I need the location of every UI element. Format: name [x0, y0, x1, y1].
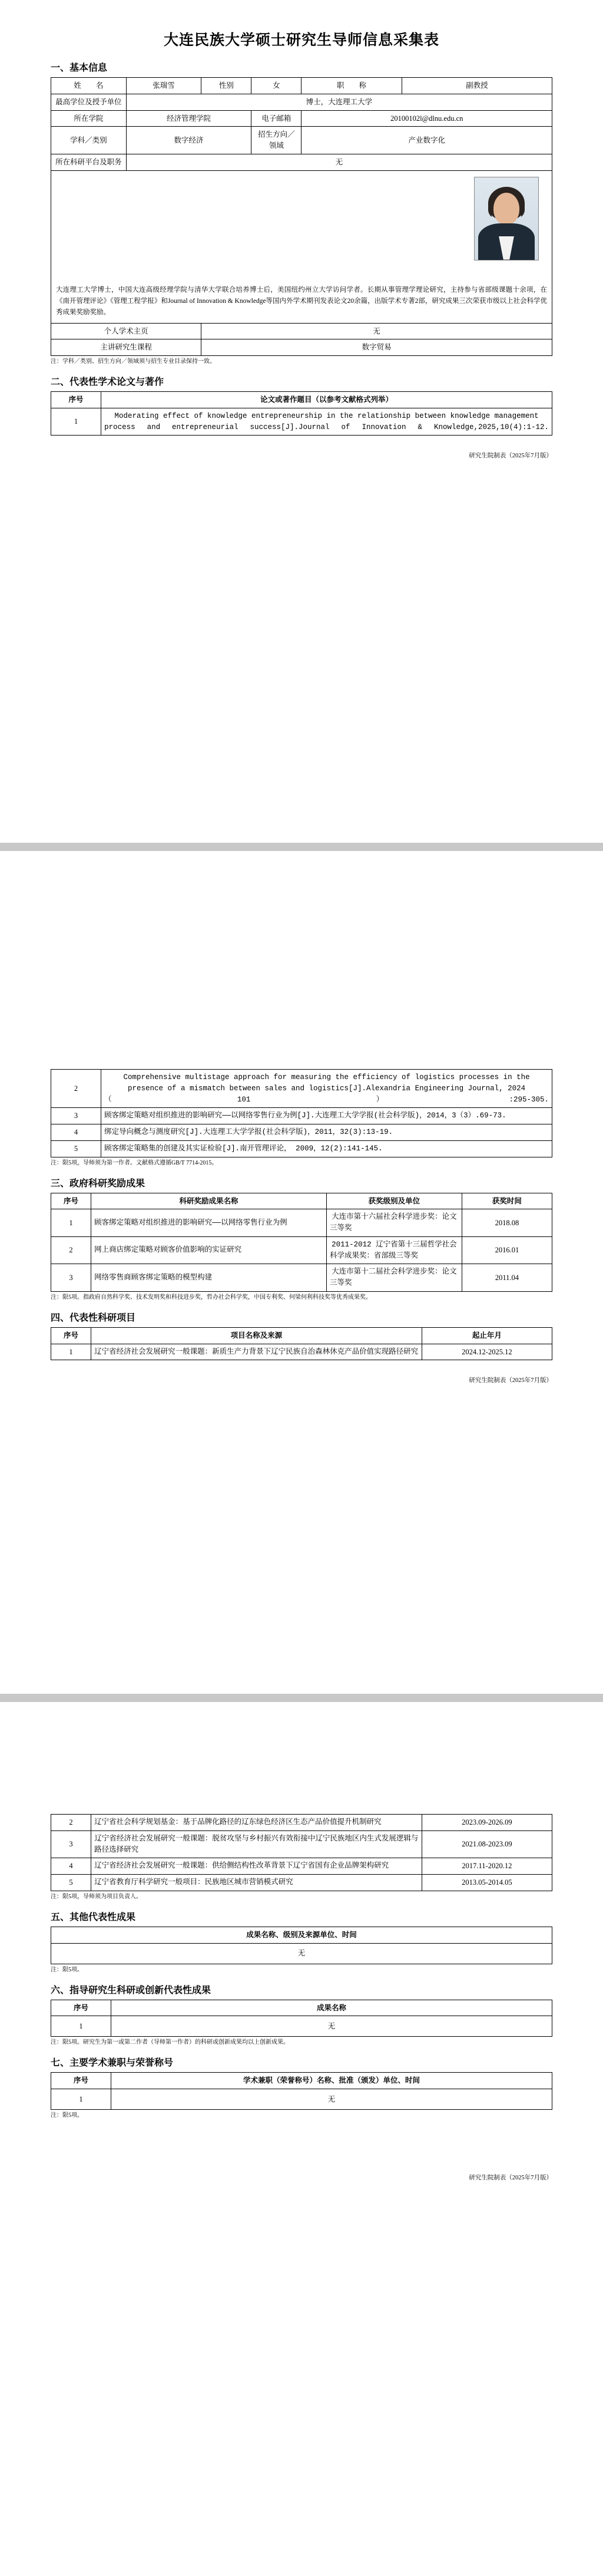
- col-award-level: 获奖级别及单位: [327, 1193, 462, 1209]
- label-title: 职 称: [302, 78, 402, 94]
- portrait-illustration: [475, 177, 538, 260]
- note-appointments: 注：限5项。: [51, 2112, 83, 2119]
- table-row: [51, 2089, 552, 2110]
- table-header-row: [51, 2000, 552, 2016]
- projects-table-cont: [51, 1814, 552, 1891]
- col-no: 序号: [51, 2073, 111, 2089]
- row-project-date: 2013.05-2014.05: [422, 1875, 552, 1891]
- section-heading-projects: 四、代表性科研项目: [51, 1312, 136, 1323]
- row-no: 2: [51, 1236, 91, 1264]
- row-award-level: 大连市第十二届社会科学进步奖：论文三等奖: [327, 1264, 462, 1292]
- table-row: [51, 94, 552, 110]
- student-results-table: [51, 2000, 552, 2037]
- page-footer: 研究生院制表（2025年7月版）: [469, 453, 552, 460]
- table-row: [51, 78, 552, 94]
- page-1: [0, 0, 603, 843]
- table-row: [51, 1209, 552, 1237]
- value-gender: 女: [251, 78, 302, 94]
- table-row: [51, 127, 552, 154]
- bio-text: 大连理工大学博士，中国大连高级经理学院与清华大学联合培养博士后，美国纽约州立大学访问学者。长期从事管理学理论研究，主持参与省部级课题十余项，在《南开管理评论》《管理工程学报》和Journal of Innovation & Knowledge等国内外学术期刊发表论文20余篇，出版学术专著2部，研究成果三次荣获市级以上社会科学优秀成果奖励奖励。: [56, 286, 547, 316]
- section-heading-other-results: 五、其他代表性成果: [51, 1912, 136, 1922]
- table-row-bio: [51, 170, 552, 323]
- section-heading-appointments: 七、主要学术兼职与荣誉称号: [51, 2058, 174, 2069]
- section-heading-student-results: 六、指导研究生科研或创新代表性成果: [51, 1985, 211, 1996]
- value-course: 数字贸易: [201, 339, 552, 356]
- row-no: 1: [51, 2016, 111, 2037]
- col-no: 序号: [51, 1327, 91, 1344]
- table-row: [51, 1858, 552, 1875]
- table-header-row: [51, 1327, 552, 1344]
- row-no: 2: [51, 1070, 101, 1108]
- row-no: 1: [51, 408, 101, 436]
- col-no: 序号: [51, 392, 101, 408]
- appointments-table: [51, 2072, 552, 2110]
- table-header-row: [51, 1193, 552, 1209]
- page-2: [0, 851, 603, 1694]
- note-basic-info: 注：学科／类别、招生方向／领域须与招生专业目录保持一致。: [51, 358, 216, 365]
- table-row: [51, 1070, 552, 1108]
- awards-table: [51, 1193, 552, 1292]
- row-project-name: 辽宁省社会科学规划基金：基于品牌化路径的辽东绿色经济区生态产品价值提升机制研究: [91, 1815, 422, 1831]
- col-award-date: 获奖时间: [462, 1193, 552, 1209]
- row-project-name: 辽宁省经济社会发展研究一般课题：脱贫攻坚与乡村振兴有效衔接中辽宁民族地区内生式发展逻辑与路径选择研究: [91, 1830, 422, 1858]
- table-row: [51, 1815, 552, 1831]
- row-no: 1: [51, 1209, 91, 1237]
- table-row: [51, 1140, 552, 1157]
- row-publication: 绑定导向概念与测度研究[J].大连理工大学学报(社会科学版)，2011，32(3):13-19.: [101, 1124, 552, 1141]
- value-platform: 无: [126, 154, 552, 170]
- value-college: 经济管理学院: [126, 110, 251, 127]
- value-degree: 博士，大连理工大学: [126, 94, 552, 110]
- page-title: 大连民族大学硕士研究生导师信息采集表: [163, 32, 439, 48]
- table-row: [51, 323, 552, 339]
- row-no: 4: [51, 1858, 91, 1875]
- row-publication: Moderating effect of knowledge entrepreneurship in the relationship between knowledge management process and entrepreneurial success[J].Journal of Innovation & Knowledge,2025,10(4):1-12.: [101, 408, 552, 436]
- label-homepage: 个人学术主页: [51, 323, 201, 339]
- note-awards: 注：限5项。指政府自然科学奖、技术发明奖和科技进步奖，哲办社会科学奖，中国专利奖、何梁何利科技奖等优秀成果奖。: [51, 1294, 372, 1301]
- section-heading-basic-info: 一、基本信息: [51, 63, 108, 73]
- value-email: 20100102l@dlnu.edu.cn: [302, 110, 552, 127]
- row-award-name: 网络零售商顾客绑定策略的模型构建: [91, 1264, 327, 1292]
- label-email: 电子邮箱: [251, 110, 302, 127]
- row-other-result: 无: [51, 1943, 552, 1964]
- value-title: 副教授: [402, 78, 552, 94]
- table-row: [51, 339, 552, 356]
- col-project-date: 起止年月: [422, 1327, 552, 1344]
- row-project-name: 辽宁省经济社会发展研究一般课题：供给侧结构性改革背景下辽宁省国有企业品牌架构研究: [91, 1858, 422, 1875]
- label-course: 主讲研究生课程: [51, 339, 201, 356]
- table-row: [51, 408, 552, 436]
- label-discipline: 学科／类别: [51, 127, 127, 154]
- other-results-table: [51, 1927, 552, 1964]
- basic-info-table: [51, 77, 552, 356]
- note-projects: 注：限5项，导师须为项目负责人。: [51, 1893, 142, 1900]
- note-publications: 注：限5项，导师须为第一作者。文献格式遵循GB/T 7714-2015。: [51, 1159, 218, 1166]
- avatar: [474, 177, 539, 260]
- col-no: 序号: [51, 1193, 91, 1209]
- col-other-result: 成果名称、级别及来源单位、时间: [51, 1927, 552, 1943]
- row-project-date: 2017.11-2020.12: [422, 1858, 552, 1875]
- value-name: 张瑞雪: [126, 78, 201, 94]
- note-student-results: 注：限5项。研究生为第一或第二作者（导师第一作者）的科研或创新成果均以上创新成果。: [51, 2039, 289, 2046]
- col-appointment-name: 学术兼职（荣誉称号）名称、批准（颁发）单位、时间: [111, 2073, 552, 2089]
- label-platform: 所在科研平台及职务: [51, 154, 127, 170]
- page-footer: 研究生院制表（2025年7月版）: [469, 2175, 552, 2181]
- top-spacer: [51, 875, 552, 1069]
- table-row: [51, 154, 552, 170]
- row-project-name: 辽宁省经济社会发展研究一般课题：新质生产力背景下辽宁民族自治森林休克产品价值实现路径研究: [91, 1344, 422, 1360]
- row-publication: 顾客绑定策略集的创建及其实证检验[J].南开管理评论， 2009，12(2):141-145.: [101, 1140, 552, 1157]
- col-title: 论文或著作题目（以参考文献格式列举）: [101, 392, 552, 408]
- table-row: [51, 1236, 552, 1264]
- table-row: [51, 110, 552, 127]
- row-publication: Comprehensive multistage approach for measuring the efficiency of logistics processes in the presence of a mismatch between sales and logistics[J].Alexandria Engineering Journal, 2024（101）:295-305.: [101, 1070, 552, 1108]
- table-row: [51, 1875, 552, 1891]
- publications-table: [51, 391, 552, 436]
- row-project-date: 2024.12-2025.12: [422, 1344, 552, 1360]
- table-row: [51, 1124, 552, 1141]
- bio-cell: [51, 170, 552, 323]
- value-homepage: 无: [201, 323, 552, 339]
- page-3: [0, 1702, 603, 2576]
- row-appointment-name: 无: [111, 2089, 552, 2110]
- label-college: 所在学院: [51, 110, 127, 127]
- row-no: 4: [51, 1124, 101, 1141]
- row-no: 1: [51, 1344, 91, 1360]
- section-heading-publications: 二、代表性学术论文与著作: [51, 377, 164, 387]
- row-no: 3: [51, 1830, 91, 1858]
- label-direction: 招生方向／领域: [251, 127, 302, 154]
- label-name: 姓 名: [51, 78, 127, 94]
- row-award-date: 2016.01: [462, 1236, 552, 1264]
- table-row: [51, 1943, 552, 1964]
- value-discipline: 数字经济: [126, 127, 251, 154]
- row-award-name: 网上商店绑定策略对顾客价值影响的实证研究: [91, 1236, 327, 1264]
- col-award-name: 科研奖励成果名称: [91, 1193, 327, 1209]
- value-direction: 产业数字化: [302, 127, 552, 154]
- publications-table-cont: [51, 1069, 552, 1157]
- top-spacer: [51, 1726, 552, 1814]
- col-project-name: 项目名称及来源: [91, 1327, 422, 1344]
- col-no: 序号: [51, 2000, 111, 2016]
- row-award-date: 2018.08: [462, 1209, 552, 1237]
- row-no: 5: [51, 1875, 91, 1891]
- row-project-name: 辽宁省教育厅科学研究一般项目：民族地区城市营销模式研究: [91, 1875, 422, 1891]
- table-row: [51, 1264, 552, 1292]
- table-header-row: [51, 2073, 552, 2089]
- page-footer: 研究生院制表（2025年7月版）: [469, 1377, 552, 1384]
- row-no: 3: [51, 1108, 101, 1124]
- col-result-name: 成果名称: [111, 2000, 552, 2016]
- row-project-date: 2023.09-2026.09: [422, 1815, 552, 1831]
- row-award-name: 顾客绑定策略对组织推进的影响研究——以网络零售行业为例: [91, 1209, 327, 1237]
- label-degree: 最高学位及授予单位: [51, 94, 127, 110]
- row-award-level: 2011-2012 辽宁省第十三届哲学社会科学成果奖：省部级三等奖: [327, 1236, 462, 1264]
- row-no: 2: [51, 1815, 91, 1831]
- table-header-row: [51, 1927, 552, 1943]
- row-project-date: 2021.08-2023.09: [422, 1830, 552, 1858]
- label-gender: 性别: [201, 78, 251, 94]
- row-no: 1: [51, 2089, 111, 2110]
- table-row: [51, 1108, 552, 1124]
- table-header-row: [51, 392, 552, 408]
- note-other-results: 注：限5项。: [51, 1966, 83, 1973]
- row-result-name: 无: [111, 2016, 552, 2037]
- row-award-level: 大连市第十六届社会科学进步奖：论文三等奖: [327, 1209, 462, 1237]
- projects-table: [51, 1327, 552, 1361]
- table-row: [51, 1830, 552, 1858]
- row-award-date: 2011.04: [462, 1264, 552, 1292]
- table-row: [51, 2016, 552, 2037]
- row-publication: 顾客绑定策略对组织推进的影响研究——以网络零售行业为例[J].大连理工大学学报(社会科学版)，2014，3（3）.69-73.: [101, 1108, 552, 1124]
- section-heading-awards: 三、政府科研奖励成果: [51, 1178, 145, 1189]
- table-row: [51, 1344, 552, 1360]
- row-no: 5: [51, 1140, 101, 1157]
- row-no: 3: [51, 1264, 91, 1292]
